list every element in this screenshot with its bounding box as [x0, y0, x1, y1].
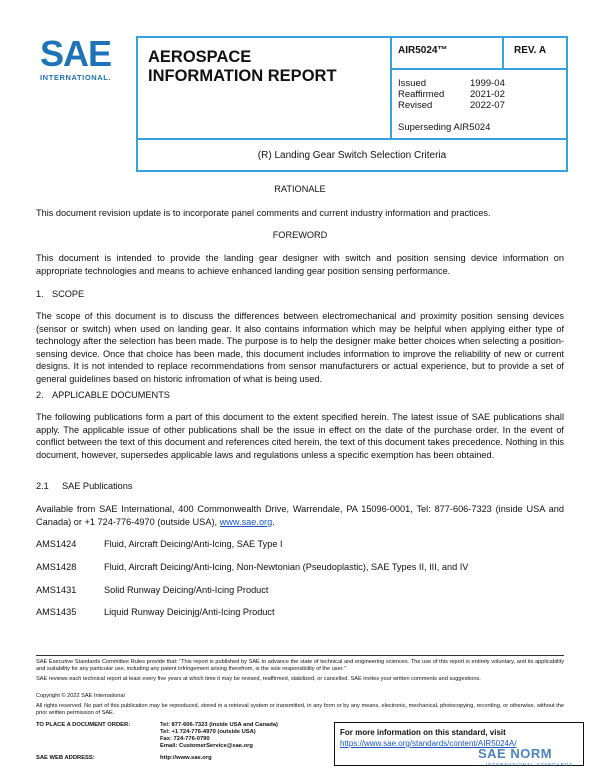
committee-rules-text: SAE Executive Standards Committee Rules provide that: “This report is published by SAE to advance the state of technical and engineering sciences. The use of this report is entirely voluntary, and its applicability and suitability for any particular use, including any patent infringement arising therefrom, is the sole responsibility of the user.”	[36, 659, 564, 672]
order-phone-us: Tel: 877-606-7323 (inside USA and Canada)	[160, 722, 278, 728]
reference-code: AMS1431	[36, 585, 77, 595]
reference-title: Liquid Runway Deicinjg/Anti-Icing Product	[104, 607, 275, 617]
availability-body: Available from SAE International, 400 Commonwealth Drive, Warrendale, PA 15096-0001, Tel: 877-606-7323 (inside USA and Canada) or +1 724-776-4970 (outside USA),	[36, 504, 564, 527]
review-text: SAE reviews each technical report at least every five years at which time it may be revised, reaffirmed, stabilized, or cancelled. SAE invites your written comments and suggestions.	[36, 676, 481, 682]
foreword-heading: FOREWORD	[272, 230, 328, 240]
sae-website-link[interactable]: www.sae.org	[219, 516, 273, 527]
applicable-documents-text: The following publications form a part of this document to the extent specified herein. The latest issue of SAE publications shall apply. The applicable issue of other publications shall be the issue in effect on the date of the purchase order. In the event of conflict between the text of this document and references cited herein, the text of this document takes precedence. Nothing in this document, however, supersedes applicable laws and regulations unless a specific exemption has been obtained.	[36, 412, 564, 460]
revised-label: Revised	[398, 100, 433, 111]
sae-norm-logo: SAE NORM	[478, 746, 553, 761]
order-label: TO PLACE A DOCUMENT ORDER:	[36, 722, 131, 728]
scope-text: The scope of this document is to discuss the differences between electromechanical and proximity position sensing devices (sensor or switch) when used on landing gear. It also contains information which may be helpful when applying either type of technology after the selection has been made. The purpose is to help the designer make better choices when selecting a position-sensing device. Once that choice has been made, this document includes information to improve the reliability of new or current designs. It is not intended to replace recommendations from sensor manufacturers or actual experience, but to provide a set of general guidelines based on historic infromation of what is being used.	[36, 311, 564, 384]
section-number: 1.	[36, 289, 44, 299]
header-divider	[390, 36, 392, 140]
section-title: SAE Publications	[62, 481, 133, 491]
sae-logo	[40, 33, 118, 86]
rationale-text: This document revision update is to incorporate panel comments and current industry information and practices.	[36, 208, 491, 218]
section-2-heading	[36, 390, 170, 400]
availability-end: .	[272, 516, 275, 527]
section-title: SCOPE	[52, 289, 85, 299]
rationale-heading: RATIONALE	[274, 184, 326, 194]
section-1-heading	[36, 289, 84, 299]
section-title: APPLICABLE DOCUMENTS	[52, 390, 170, 400]
web-address-value[interactable]: http://www.sae.org	[160, 755, 212, 761]
order-fax: Fax: 724-776-0790	[160, 736, 210, 742]
reference-row	[36, 585, 268, 595]
more-info-title: For more information on this standard, visit	[340, 728, 506, 737]
reference-row	[36, 607, 275, 617]
document-number: AIR5024™	[398, 45, 448, 56]
foreword-text: This document is intended to provide the landing gear designer with switch and position sensing device information on appropriate technologies and means to achieve enhanced landing gear position sensing performance.	[36, 253, 564, 276]
revision-label: REV. A	[514, 45, 547, 56]
title-line-1: AEROSPACE	[148, 48, 252, 66]
header-divider	[502, 36, 504, 70]
section-number: 2.1	[36, 481, 49, 491]
reference-code: AMS1424	[36, 539, 77, 549]
sae-logo-brand: SAE	[40, 33, 112, 74]
reaffirmed-date: 2021-02	[470, 89, 505, 100]
rights-text: All rights reserved. No part of this publication may be reproduced, stored in a retrieval system or transmitted, in any form or by any means, electronic, mechanical, photocopying, recording, or otherwise, without the prior written permission of SAE.	[36, 703, 564, 716]
footer-divider	[36, 655, 564, 656]
revised-date: 2022-07	[470, 100, 505, 111]
reference-title: Solid Runway Deicing/Anti-Icing Product	[104, 585, 269, 595]
reference-row	[36, 562, 468, 572]
order-phone-intl: Tel: +1 724-776-4970 (outside USA)	[160, 729, 256, 735]
section-number: 2.	[36, 390, 44, 400]
reference-title: Fluid, Aircraft Deicing/Anti-Icing, SAE Type I	[104, 539, 283, 549]
availability-text	[36, 503, 564, 528]
header-divider	[390, 68, 568, 70]
superseding-note: Superseding AIR5024	[398, 122, 491, 133]
standard-url-link[interactable]: https://www.sae.org/standards/content/AIR5024A/	[340, 739, 517, 748]
sae-norm-subtext: INTERNATIONAL STANDARDS	[486, 762, 574, 767]
copyright-text: Copyright © 2022 SAE International	[36, 693, 125, 699]
title-line-2: INFORMATION REPORT	[148, 67, 337, 85]
document-type-title	[148, 48, 388, 86]
document-subtitle: (R) Landing Gear Switch Selection Criteria	[257, 150, 447, 161]
reference-code: AMS1428	[36, 562, 77, 572]
issued-label: Issued	[398, 78, 426, 89]
order-email: Email: CustomerService@sae.org	[160, 743, 253, 749]
issued-date: 1999-04	[470, 78, 505, 89]
reference-row	[36, 539, 283, 549]
section-2-1-heading	[36, 481, 132, 491]
reaffirmed-label: Reaffirmed	[398, 89, 445, 100]
web-address-label: SAE WEB ADDRESS:	[36, 755, 95, 761]
reference-title: Fluid, Aircraft Deicing/Anti-Icing, Non-Newtonian (Pseudoplastic), SAE Types II, III, and IV	[104, 562, 469, 572]
reference-code: AMS1435	[36, 607, 77, 617]
sae-logo-subtext: INTERNATIONAL.	[40, 73, 112, 82]
